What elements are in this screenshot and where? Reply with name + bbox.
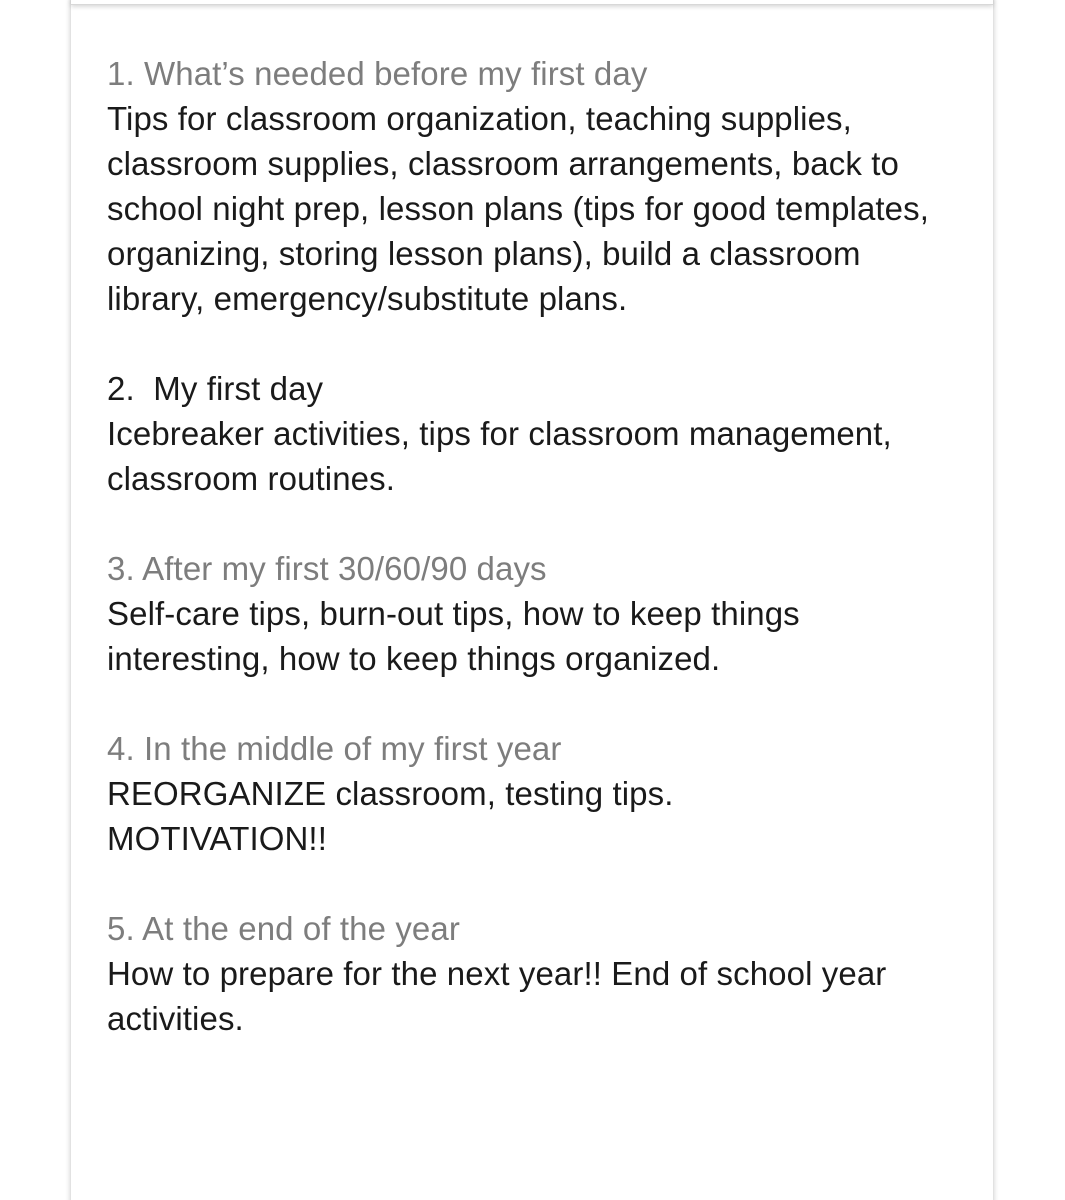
section-body: Tips for classroom organization, teaching supplies, classroom supplies, classroom arrangements, back to school night prep, lesson plans (tips for good templates, organizing, storing lesson plans), build a classroom library, emergency/substitute plans. — [107, 100, 929, 317]
section-body: REORGANIZE classroom, testing tips. MOTIVATION!! — [107, 775, 674, 857]
section-title: 1. What’s needed before my first day — [107, 55, 648, 92]
section-after-30-60-90-days — [107, 546, 967, 681]
card-top-edge — [71, 0, 993, 5]
section-title: 4. In the middle of my first year — [107, 730, 562, 767]
section-title: 3. After my first 30/60/90 days — [107, 550, 547, 587]
section-middle-of-first-year — [107, 726, 967, 861]
section-body: How to prepare for the next year!! End of school year activities. — [107, 955, 887, 1037]
section-body: Self-care tips, burn-out tips, how to keep things interesting, how to keep things organized. — [107, 595, 800, 677]
section-end-of-year — [107, 906, 967, 1041]
section-body: Icebreaker activities, tips for classroom management, classroom routines. — [107, 415, 892, 497]
section-first-day — [107, 366, 967, 501]
note-card — [70, 0, 994, 1200]
note-content — [107, 51, 967, 1086]
section-title: 2. My first day — [107, 370, 324, 407]
section-title: 5. At the end of the year — [107, 910, 460, 947]
section-before-first-day — [107, 51, 967, 321]
